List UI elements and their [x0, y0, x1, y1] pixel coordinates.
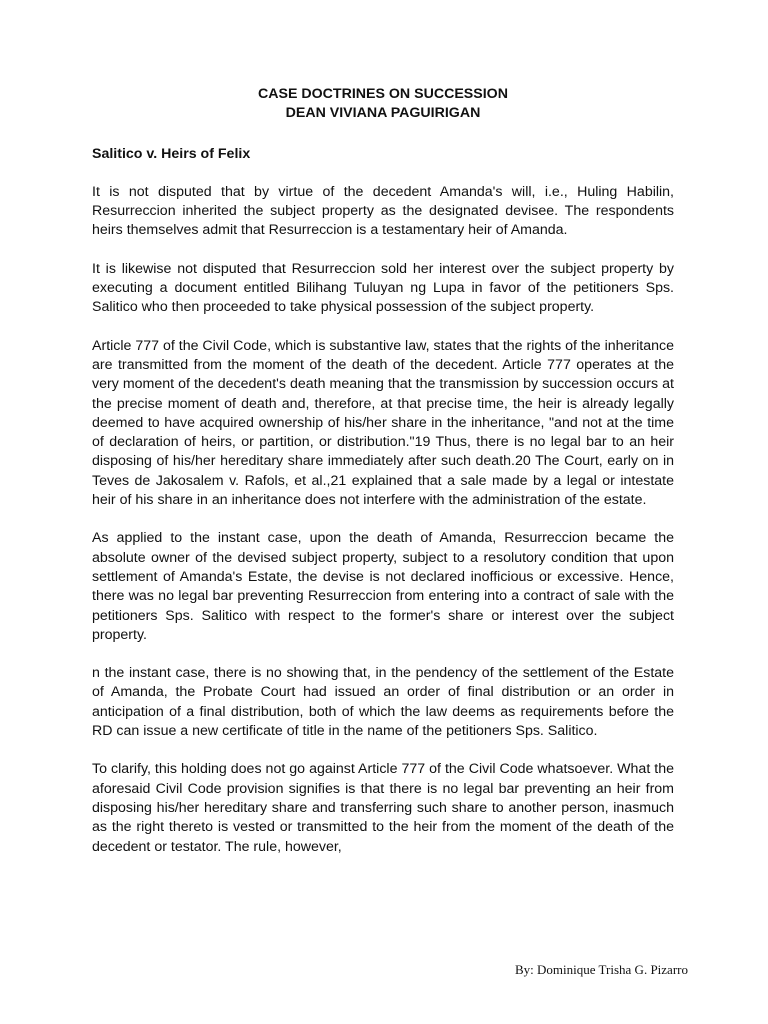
paragraph-6: To clarify, this holding does not go against Article 777 of the Civil Code whatsoever. What the aforesaid Civil Code provision signifies is that there is no legal bar preventing an heir from disposing his/her hereditary share and transferring such share to another person, inasmuch as the right thereto is vested or transmitted to the heir from the moment of the death of the decedent or testator. The rule, however,	[92, 761, 674, 855]
case-heading: Salitico v. Heirs of Felix	[92, 145, 251, 162]
author-footer: By: Dominique Trisha G. Pizarro	[515, 962, 688, 977]
paragraph-1: It is not disputed that by virtue of the decedent Amanda's will, i.e., Huling Habilin, Resurreccion inherited the subject property as the designated devisee. The respondents heirs themselves admit that Resurreccion is a testamentary heir of Amanda.	[92, 183, 674, 239]
title-line-2: DEAN VIVIANA PAGUIRIGAN	[285, 105, 481, 122]
title-line-1: CASE DOCTRINES ON SUCCESSION	[258, 86, 508, 102]
paragraph-2: It is likewise not disputed that Resurreccion sold her interest over the subject property by executing a document entitled Bilihang Tuluyan ng Lupa in favor of the petitioners Sps. Salitico who then proceeded to take physical possession of the subject property.	[92, 260, 674, 316]
paragraph-3: Article 777 of the Civil Code, which is substantive law, states that the rights of the inheritance are transmitted from the moment of the death of the decedent. Article 777 operates at the very moment of the decedent's death meaning that the transmission by succession occurs at the precise moment of death and, therefore, at that precise time, the heir is already legally deemed to have acquired ownership of his/her share in the inheritance, "and not at the time of declaration of heirs, or partition, or distribution."19 Thus, there is no legal bar to an heir disposing of his/her hereditary share immediately after such death.20 The Court, early on in Teves de Jakosalem v. Rafols, et al.,21 explained that a sale made by a legal or intestate heir of his share in an inheritance does not interfere with the administration of the estate.	[92, 337, 674, 509]
document-title	[92, 85, 674, 124]
document-body	[92, 85, 674, 876]
paragraph-4: As applied to the instant case, upon the death of Amanda, Resurreccion became the absolute owner of the devised subject property, subject to a resolutory condition that upon settlement of Amanda's Estate, the devise is not declared inofficious or excessive. Hence, there was no legal bar preventing Resurreccion from entering into a contract of sale with the petitioners Sps. Salitico with respect to the former's share or interest over the subject property.	[92, 530, 674, 643]
paragraph-5: n the instant case, there is no showing that, in the pendency of the settlement of the Estate of Amanda, the Probate Court had issued an order of final distribution or an order in anticipation of a final distribution, both of which the law deems as requirements before the RD can issue a new certificate of title in the name of the petitioners Sps. Salitico.	[92, 665, 674, 740]
